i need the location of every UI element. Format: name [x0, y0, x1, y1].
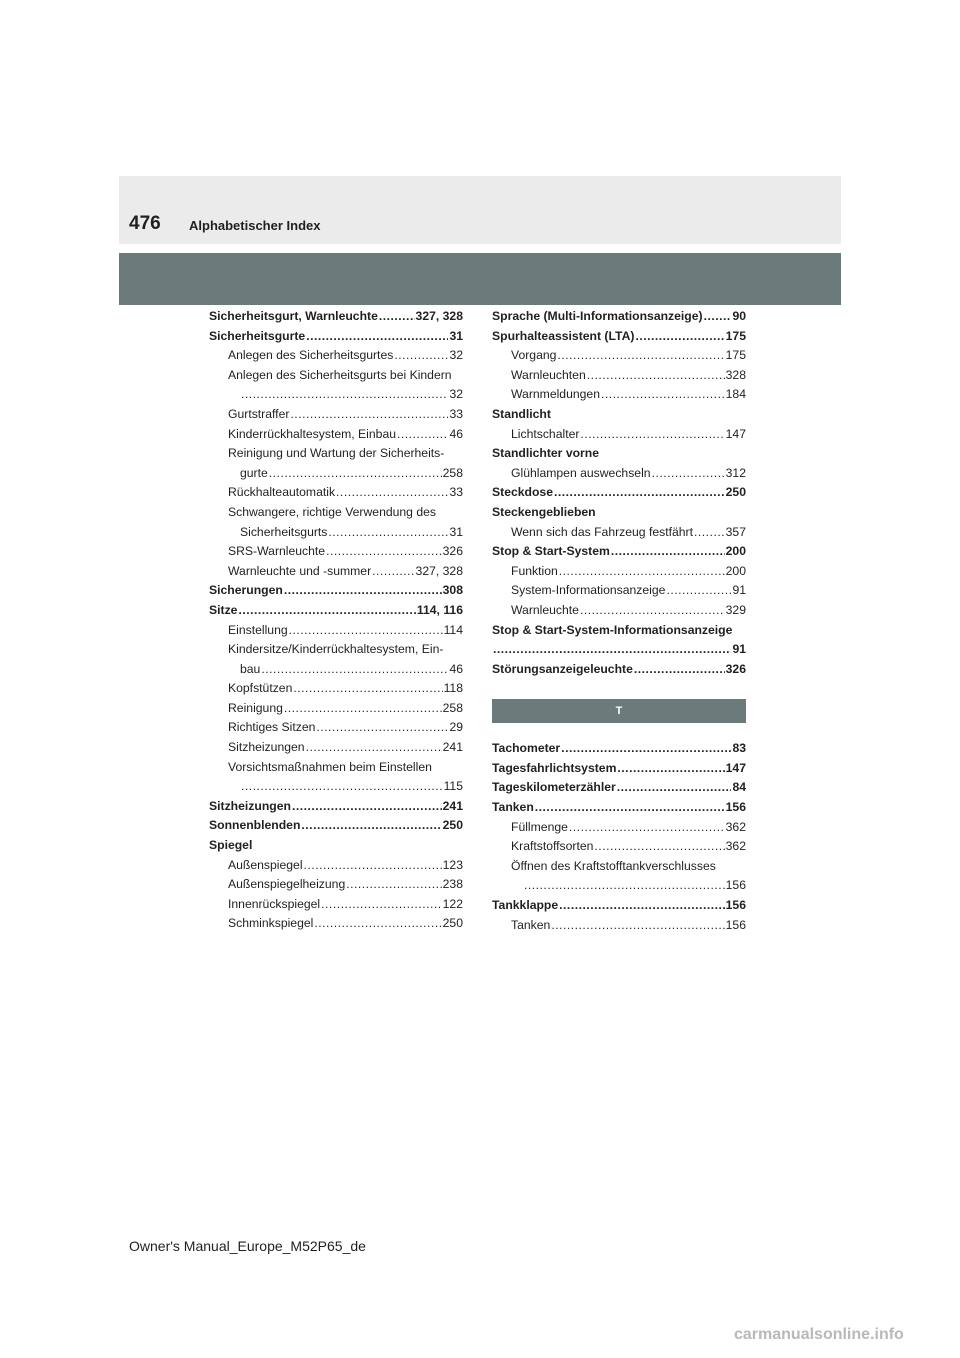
- dot-leader: [372, 562, 414, 582]
- index-entry-term: Reinigung und Wartung der Sicherheits-: [228, 446, 445, 461]
- index-entry-term: Warnleuchten: [511, 367, 586, 382]
- dot-leader: [336, 483, 448, 503]
- dot-leader: [306, 327, 448, 347]
- index-entry-term: Reinigung: [228, 700, 283, 715]
- dot-leader: [301, 816, 441, 836]
- index-entry-term: Einstellung: [228, 622, 288, 637]
- index-entry-term: gurte: [240, 465, 268, 480]
- dot-leader: [241, 385, 448, 405]
- header-band: [119, 176, 841, 244]
- index-entry-term: Vorgang: [511, 348, 557, 363]
- index-entry-term: Warnmeldungen: [511, 387, 600, 402]
- dot-leader: [326, 542, 442, 562]
- index-entry-term: Steckdose: [492, 485, 553, 500]
- index-entry-term: Kinderrückhaltesystem, Einbau: [228, 426, 397, 441]
- index-entry: [492, 542, 746, 562]
- index-entry: [209, 621, 463, 641]
- index-entry-page[interactable]: 31: [449, 524, 463, 539]
- index-entry-page[interactable]: 241: [442, 740, 463, 755]
- index-entry: [209, 542, 463, 562]
- index-entry-term: Tageskilometerzähler: [492, 780, 616, 795]
- index-entry-term: Anlegen des Sicherheitsgurts bei Kindern: [228, 367, 452, 382]
- dot-leader: [394, 346, 448, 366]
- index-entry-term: Tanken: [492, 800, 534, 815]
- dot-leader: [284, 581, 442, 601]
- dot-leader: [580, 601, 725, 621]
- index-entry-page[interactable]: 118: [443, 681, 463, 696]
- dot-leader: [551, 916, 724, 936]
- index-entry-term: Kopfstützen: [228, 681, 293, 696]
- index-entry-term: System-Informationsanzeige: [511, 583, 666, 598]
- index-entry-page[interactable]: 362: [725, 839, 746, 854]
- index-entry-page[interactable]: 250: [725, 485, 746, 500]
- index-entry: [209, 307, 463, 327]
- dot-leader: [635, 327, 724, 347]
- index-entry: [492, 385, 746, 405]
- index-entry-term: Schminkspiegel: [228, 916, 314, 931]
- index-entry-page[interactable]: 200: [725, 563, 746, 578]
- index-entry-page[interactable]: 91: [732, 583, 746, 598]
- index-entry-term: Schwangere, richtige Verwendung des: [228, 504, 436, 519]
- section-letter-t: T: [492, 699, 746, 723]
- index-entry-page[interactable]: 175: [725, 328, 746, 343]
- footer-manual-id: Owner's Manual_Europe_M52P65_de: [129, 1238, 366, 1254]
- index-entry-page[interactable]: 90: [732, 309, 746, 323]
- index-entry-term: Spiegel: [209, 838, 253, 853]
- index-entry: [209, 895, 463, 915]
- index-entry: [209, 718, 463, 738]
- dot-leader: [316, 718, 448, 738]
- index-entry-page[interactable]: 115: [443, 779, 463, 794]
- index-entry-term: Füllmenge: [511, 819, 568, 834]
- index-entry-term: Kraftstoffsorten: [511, 839, 594, 854]
- dot-leader: [617, 778, 732, 798]
- index-entry-term: Innenrückspiegel: [228, 896, 321, 911]
- dot-leader: [634, 660, 725, 680]
- index-entry: [209, 797, 463, 817]
- index-entry-page[interactable]: 147: [725, 760, 746, 775]
- index-entry-page[interactable]: 156: [725, 898, 746, 913]
- index-entry-term: Öffnen des Kraftstofftankverschlusses: [511, 858, 716, 873]
- index-entry: [209, 758, 463, 778]
- dot-leader: [290, 405, 448, 425]
- index-entry-term: Funktion: [511, 563, 558, 578]
- index-entry: [209, 679, 463, 699]
- dot-leader: [557, 346, 724, 366]
- index-entry: [209, 914, 463, 934]
- dot-leader: [314, 914, 441, 934]
- index-entry: [492, 837, 746, 857]
- dot-leader: [238, 601, 415, 621]
- index-entry-page[interactable]: 327, 328: [415, 309, 463, 323]
- index-entry-page[interactable]: 122: [442, 896, 463, 911]
- header-title: Alphabetischer Index: [189, 218, 321, 233]
- dot-leader: [379, 307, 415, 327]
- index-entry: [209, 483, 463, 503]
- index-entry: [209, 327, 463, 347]
- index-entry-page[interactable]: 250: [442, 916, 463, 931]
- index-entry: [492, 640, 746, 660]
- index-entry-page[interactable]: 329: [725, 602, 746, 617]
- index-entry-term: Sicherheitsgurts: [240, 524, 328, 539]
- index-entry: [209, 875, 463, 895]
- index-entry: [209, 738, 463, 758]
- dot-leader: [524, 876, 725, 896]
- index-entry-page[interactable]: 326: [725, 661, 746, 676]
- dot-leader: [601, 385, 725, 405]
- index-entry-term: Sitze: [209, 602, 238, 617]
- index-entry-term: Steckengeblieben: [492, 504, 596, 519]
- dot-leader: [284, 699, 442, 719]
- index-entry-term: Sonnenblenden: [209, 818, 301, 833]
- index-entry-term: Warnleuchte und -summer: [228, 563, 372, 578]
- dot-leader: [594, 837, 724, 857]
- index-entry-term: Warnleuchte: [511, 602, 579, 617]
- index-entry-page[interactable]: 156: [725, 800, 746, 815]
- index-entry-page[interactable]: 114, 116: [416, 602, 463, 617]
- index-entry-term: Glühlampen auswechseln: [511, 465, 651, 480]
- index-entry-page[interactable]: 250: [442, 818, 463, 833]
- index-entry-term: bau: [240, 661, 261, 676]
- index-entry-term: Tankklappe: [492, 898, 559, 913]
- dot-leader: [261, 660, 448, 680]
- index-entry-page[interactable]: 33: [449, 485, 463, 500]
- dot-leader: [306, 738, 442, 758]
- index-entry-page[interactable]: 241: [442, 798, 463, 813]
- dot-leader: [493, 640, 731, 660]
- index-entry-term: Anlegen des Sicherheitsgurtes: [228, 348, 394, 363]
- index-entry: [492, 778, 746, 798]
- index-entry-page[interactable]: 327, 328: [415, 563, 463, 578]
- index-entry-term: Spurhalteassistent (LTA): [492, 328, 635, 343]
- index-column-right: [492, 307, 746, 935]
- dot-leader: [346, 875, 441, 895]
- index-entry-page[interactable]: 156: [725, 917, 746, 932]
- dot-leader: [666, 581, 731, 601]
- index-entry: [492, 876, 746, 896]
- index-entry: [492, 739, 746, 759]
- index-entry-term: Sicherungen: [209, 583, 283, 598]
- index-entry-term: SRS-Warnleuchte: [228, 544, 326, 559]
- index-entry-page[interactable]: 32: [449, 387, 463, 402]
- index-entry-page[interactable]: 326: [442, 544, 463, 559]
- index-entry-term: Störungsanzeigeleuchte: [492, 661, 633, 676]
- dot-leader: [328, 523, 448, 543]
- index-entry-term: Gurtstraffer: [228, 406, 290, 421]
- index-entry: [209, 856, 463, 876]
- index-entry-page[interactable]: 238: [442, 877, 463, 892]
- index-entry: [209, 816, 463, 836]
- index-entry-page[interactable]: 357: [725, 524, 746, 539]
- index-entry-page[interactable]: 83: [732, 741, 746, 756]
- index-entry-page[interactable]: 84: [732, 780, 746, 795]
- index-entry: [209, 346, 463, 366]
- dot-leader: [269, 464, 442, 484]
- index-entry: [492, 759, 746, 779]
- index-entry: [492, 621, 746, 641]
- index-entry-page[interactable]: 175: [725, 348, 746, 363]
- index-entry: [209, 464, 463, 484]
- dot-leader: [535, 798, 725, 818]
- index-entry-term: Sitzheizungen: [228, 740, 305, 755]
- index-entry-term: Tagesfahrlichtsystem: [492, 760, 617, 775]
- dot-leader: [304, 856, 442, 876]
- dot-leader: [559, 562, 725, 582]
- dot-leader: [292, 797, 442, 817]
- index-entry: [209, 405, 463, 425]
- index-entry-page[interactable]: 362: [725, 819, 746, 834]
- index-entry: [492, 857, 746, 877]
- index-entry-term: Richtiges Sitzen: [228, 720, 316, 735]
- index-entry-page[interactable]: 184: [725, 387, 746, 402]
- index-entry-page[interactable]: 308: [442, 583, 463, 598]
- index-entry-term: Stop & Start-System: [492, 544, 610, 559]
- dot-leader: [694, 523, 725, 543]
- index-entry-term: Sprache (Multi-Informationsanzeige): [492, 309, 703, 323]
- index-entry: [492, 483, 746, 503]
- index-entry-term: Stop & Start-System-Informationsanzeige: [492, 622, 733, 637]
- index-entry: [492, 346, 746, 366]
- dot-leader: [559, 896, 725, 916]
- index-entry-page[interactable]: 32: [449, 348, 463, 363]
- index-entry-term: Kindersitze/Kinderrückhaltesystem, Ein-: [228, 642, 444, 657]
- watermark: carmanualsonline.info: [734, 1326, 904, 1343]
- index-entry-term: Tachometer: [492, 741, 561, 756]
- index-entry: [209, 366, 463, 386]
- index-entry: [492, 307, 746, 327]
- index-entry: [209, 601, 463, 621]
- dot-leader: [652, 464, 725, 484]
- index-entry: [209, 425, 463, 445]
- dot-leader: [321, 895, 442, 915]
- index-entry: [209, 562, 463, 582]
- index-entry-page[interactable]: 114: [443, 622, 463, 637]
- index-entry-page[interactable]: 123: [442, 857, 463, 872]
- index-entry: [492, 327, 746, 347]
- index-entry-page[interactable]: 31: [449, 328, 463, 343]
- index-entry-page[interactable]: 91: [732, 642, 746, 657]
- index-entry: [492, 798, 746, 818]
- index-group-s: [492, 307, 746, 679]
- index-entry: [492, 601, 746, 621]
- index-column-left: [209, 307, 463, 934]
- index-entry-page[interactable]: 46: [449, 661, 463, 676]
- index-entry: [209, 523, 463, 543]
- dot-leader: [580, 425, 724, 445]
- index-entry: [209, 699, 463, 719]
- index-group-t: [492, 739, 746, 935]
- index-entry-term: Sicherheitsgurt, Warnleuchte: [209, 309, 378, 323]
- dot-leader: [704, 307, 732, 327]
- dot-leader: [293, 679, 442, 699]
- index-entry-term: Außenspiegelheizung: [228, 877, 346, 892]
- dot-leader: [569, 818, 725, 838]
- index-entry: [492, 503, 746, 523]
- index-entry-term: Sicherheitsgurte: [209, 328, 306, 343]
- index-entry: [492, 425, 746, 445]
- index-entry-page[interactable]: 328: [725, 367, 746, 382]
- index-entry-term: Standlichter vorne: [492, 446, 600, 461]
- dot-leader: [289, 621, 443, 641]
- page-number: 476: [129, 213, 161, 234]
- dot-leader: [554, 483, 725, 503]
- index-entry: [209, 640, 463, 660]
- index-entry: [492, 444, 746, 464]
- index-entry: [209, 777, 463, 797]
- index-entry-page[interactable]: 258: [442, 700, 463, 715]
- index-entry-page[interactable]: 33: [449, 406, 463, 421]
- dot-leader: [611, 542, 725, 562]
- index-entry-page[interactable]: 156: [725, 878, 746, 893]
- index-entry: [492, 581, 746, 601]
- dot-leader: [587, 366, 725, 386]
- dot-leader: [561, 739, 731, 759]
- index-entry: [209, 660, 463, 680]
- index-entry: [492, 523, 746, 543]
- index-entry-page[interactable]: 200: [725, 544, 746, 559]
- index-entry: [492, 896, 746, 916]
- index-entry: [492, 660, 746, 680]
- index-entry: [209, 503, 463, 523]
- index-entry-term: Lichtschalter: [511, 426, 580, 441]
- index-entry-page[interactable]: 46: [449, 426, 463, 441]
- dot-leader: [617, 759, 724, 779]
- index-entry: [492, 916, 746, 936]
- index-entry-term: Wenn sich das Fahrzeug festfährt: [511, 524, 694, 539]
- dot-leader: [397, 425, 448, 445]
- index-entry: [209, 385, 463, 405]
- index-entry: [209, 581, 463, 601]
- index-entry: [492, 562, 746, 582]
- index-entry-term: Vorsichtsmaßnahmen beim Einstellen: [228, 759, 432, 774]
- dot-leader: [241, 777, 443, 797]
- index-entry-term: Tanken: [511, 917, 551, 932]
- index-entry-page[interactable]: 147: [725, 426, 746, 441]
- section-band: [119, 253, 841, 305]
- index-entry: [492, 464, 746, 484]
- index-entry-term: Standlicht: [492, 406, 551, 421]
- index-entry-page[interactable]: 258: [442, 465, 463, 480]
- index-entry-term: Außenspiegel: [228, 857, 303, 872]
- index-entry-page[interactable]: 312: [725, 465, 746, 480]
- index-entry-page[interactable]: 29: [449, 720, 463, 735]
- index-entry-term: Sitzheizungen: [209, 798, 291, 813]
- index-entry-term: Rückhalteautomatik: [228, 485, 336, 500]
- index-entry: [492, 405, 746, 425]
- index-entry: [209, 836, 463, 856]
- index-entry: [209, 444, 463, 464]
- index-entry: [492, 818, 746, 838]
- index-entry: [492, 366, 746, 386]
